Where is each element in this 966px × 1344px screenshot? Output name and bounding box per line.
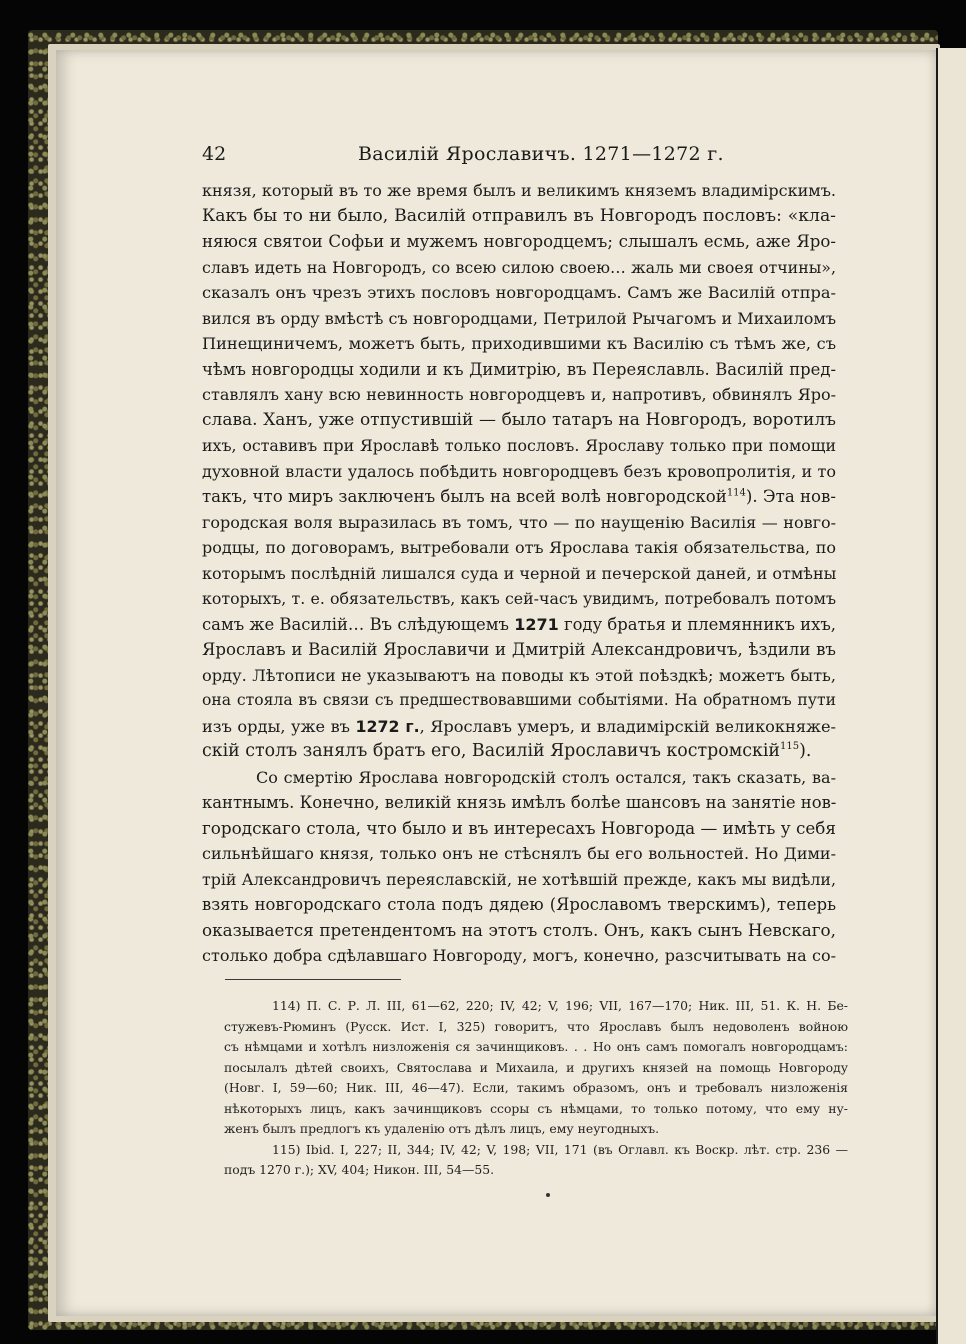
text-span: изъ орды, уже въ [202,716,350,736]
text-line: няюся святои Софьи и мужемъ новгородцемъ; слышалъ есмь, аже Яро- [202,232,836,251]
footnote-divider [225,979,401,980]
text-span: , Ярославъ умеръ, и владимірскій великокняже- [419,716,836,736]
footnote-line: стужевъ-Рюминъ (Русск. Ист. I, 325) говоритъ, что Ярославъ былъ недоволенъ войною [224,1018,848,1034]
text-line: чѣмъ новгородцы ходили и къ Димитрію, въ Переяславль. Василій пред- [202,359,836,379]
text-span: году братья и племянникъ ихъ, [558,614,836,634]
footnote-line: женъ былъ предлогъ къ удаленію отъ дѣлъ лицъ, ему неугодныхъ. [224,1121,660,1136]
text-line: трій Александровичъ переяславскій, не хотѣвшій прежде, какъ мы видѣли, [202,869,836,889]
footnote-line: 115) Ibid. I, 227; II, 344; IV, 42; V, 198; VII, 171 (въ Оглавл. къ Воскр. лѣт. стр. 236 — [272,1141,848,1157]
footnote-line: 114) П. С. Р. Л. III, 61—62, 220; IV, 42; V, 196; VII, 167—170; Ник. III, 51. К. Н. Бе- [272,998,848,1013]
text-line: родцы, по договорамъ, вытребовали отъ Ярослава такія обязательства, по [202,538,836,557]
text-line: слава. Ханъ, уже отпустившій — было татаръ на Новгородъ, воротилъ [202,409,836,430]
footnotes [224,996,848,1181]
text-span: ). Эта нов- [745,487,836,506]
facing-page-edge [936,48,966,1344]
text-line: кантнымъ. Конечно, великій князь имѣлъ болѣе шансовъ на занятіе нов- [202,793,836,812]
text-line: городскаго стола, что было и въ интересахъ Новгорода — имѣть у себя [202,817,836,838]
text-span: такъ, что миръ заключенъ былъ на всей волѣ новгородской [202,487,727,506]
text-line [202,739,836,765]
text-line: сказалъ онъ чрезъ этихъ пословъ новгородцамъ. Самъ же Василій отпра- [202,283,836,302]
running-title: Василій Ярославичъ. 1271—1272 г. [358,143,724,165]
footnote-line: посылалъ дѣтей своихъ, Святослава и Михаила, и другихъ князей на помощь Новгороду [224,1059,848,1075]
footnote-ref: 114 [726,487,746,499]
year-1272: 1272 г. [355,716,420,736]
text-line: оказывается претендентомъ на этотъ столъ. Онъ, какъ сынъ Невскаго, [202,919,836,940]
footnote-line: подъ 1270 г.); XV, 404; Никон. III, 54—55. [224,1162,495,1177]
text-line: вился въ орду вмѣстѣ съ новгородцами, Петрилой Рычагомъ и Михаиломъ [202,308,836,328]
text-line: столько добра сдѣлавшаго Новгороду, могъ, конечно, разсчитывать на со- [202,946,836,965]
text-span: скій столъ занялъ братъ его, Василій Ярославичъ костромскій [202,741,781,761]
text-line: Пинещиничемъ, можетъ быть, приходившими къ Василію съ тѣмъ же, съ [202,334,836,353]
year-1271: 1271 [514,614,559,634]
text-line: ставлялъ хану всю невинность новгородцевъ и, напротивъ, обвинялъ Яро- [202,385,836,404]
page-number: 42 [202,143,227,165]
text-line: духовной власти удалось побѣдить новгородцевъ безъ кровопролитія, и то [202,461,836,481]
text-line [202,714,836,740]
text-line: она стояла въ связи съ предшествовавшими событіями. На обратномъ пути [202,691,836,709]
text-line: которыхъ, т. е. обязательствъ, какъ сей-часъ увидимъ, потребовалъ потомъ [202,589,836,608]
text-line: сильнѣйшаго князя, только онъ не стѣснялъ бы его вольностей. Но Дими- [202,844,836,863]
text-span: ). [799,741,812,761]
text-line: ихъ, оставивъ при Ярославѣ только пословъ. Ярославу только при помощи [202,436,836,455]
text-line: взять новгородскаго стола подъ дядею (Ярославомъ тверскимъ), теперь [202,895,836,914]
text-line [202,612,836,638]
page-header [202,143,724,173]
text-line: славъ идеть на Новгородъ, со всею силою своею… жаль ми своея отчины», [202,257,836,277]
footnote-line: (Новг. I, 59—60; Ник. III, 46—47). Если, такимъ образомъ, онъ и требовалъ низложенія [224,1080,848,1095]
footnote-ref: 115 [780,741,800,753]
footnote-line: съ нѣмцами и хотѣлъ низложенія ся зачинщиковъ. . . Но онъ самъ помогалъ новгородцамъ: [224,1039,848,1054]
text-line [202,484,836,510]
text-line: городская воля выразилась въ томъ, что — по наущенію Василія — новго- [202,512,836,532]
text-span: самъ же Василій… Въ слѣдующемъ [202,614,509,634]
text-line: которымъ послѣдній лишался суда и черной и печерской даней, и отмѣны [202,563,836,583]
footnote-line: нѣкоторыхъ лицъ, какъ зачинщиковъ ссоры съ нѣмцами, то только потому, что ему ну- [224,1100,848,1116]
text-line: орду. Лѣтописи не указываютъ на поводы къ этой поѣздкѣ; можетъ быть, [202,665,836,685]
ink-speck [546,1193,550,1197]
text-line: Какъ бы то ни было, Василій отправилъ въ Новгородъ пословъ: «кла- [202,205,836,226]
text-line: князя, который въ то же время былъ и великимъ княземъ владимірскимъ. [202,181,836,200]
text-line: Со смертію Ярослава новгородскій столъ остался, такъ сказать, ва- [256,767,836,787]
text-line: Ярославъ и Василій Ярославичи и Дмитрій Александровичъ, ѣздили въ [202,640,836,659]
body-text [202,178,836,969]
